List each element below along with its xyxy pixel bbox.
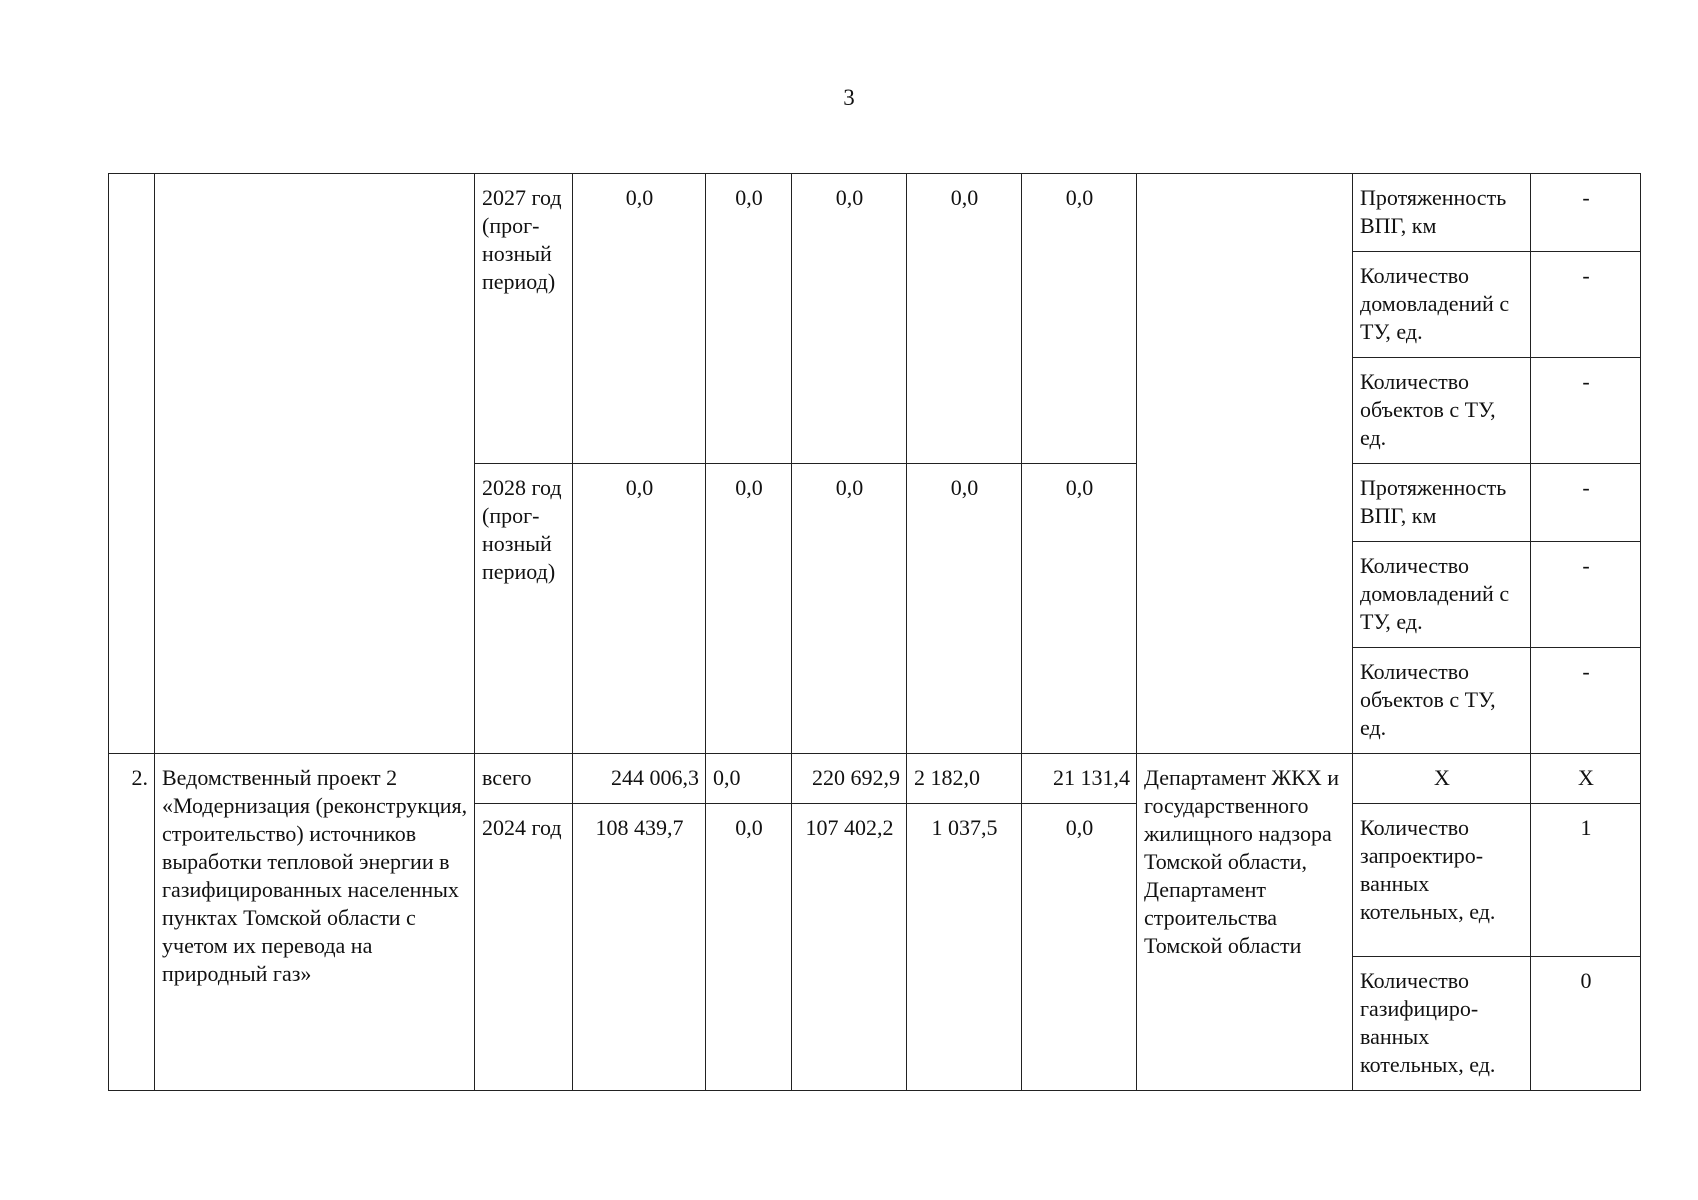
value-federal: 0,0	[706, 464, 792, 754]
empty-executor-cell	[1137, 174, 1353, 754]
value-federal: 0,0	[706, 174, 792, 464]
value-municipal: 1 037,5	[907, 804, 1022, 1091]
value-federal: 0,0	[706, 804, 792, 1091]
indicator-value: Х	[1531, 754, 1641, 804]
value-total: 108 439,7	[573, 804, 706, 1091]
indicator-name: Количество объектов с ТУ, ед.	[1353, 358, 1531, 464]
page-number: 3	[843, 85, 855, 110]
empty-name-cell	[155, 174, 475, 754]
indicator-name: Количество объектов с ТУ, ед.	[1353, 648, 1531, 754]
value-extrabudget: 0,0	[1022, 804, 1137, 1091]
value-municipal: 0,0	[907, 174, 1022, 464]
value-extrabudget: 21 131,4	[1022, 754, 1137, 804]
table-row	[109, 754, 1641, 804]
indicator-name: Протяженность ВПГ, км	[1353, 464, 1531, 542]
project-number: 2.	[109, 754, 155, 1091]
indicator-value: 1	[1531, 804, 1641, 957]
indicator-value: -	[1531, 174, 1641, 252]
indicator-value: -	[1531, 464, 1641, 542]
value-regional: 107 402,2	[792, 804, 907, 1091]
value-total: 244 006,3	[573, 754, 706, 804]
indicator-value: 0	[1531, 957, 1641, 1091]
indicator-name: Х	[1353, 754, 1531, 804]
program-table	[108, 173, 1641, 1091]
indicator-name: Количество домовладений с ТУ, ед.	[1353, 252, 1531, 358]
table-row	[109, 174, 1641, 252]
indicator-name: Количество газифициро-ванных котельных, ед.	[1353, 957, 1531, 1091]
value-regional: 0,0	[792, 464, 907, 754]
indicator-name: Протяженность ВПГ, км	[1353, 174, 1531, 252]
indicator-name: Количество запроектиро-ванных котельных, ед.	[1353, 804, 1531, 957]
indicator-value: -	[1531, 358, 1641, 464]
value-regional: 0,0	[792, 174, 907, 464]
period-label: всего	[475, 754, 573, 804]
project-name: Ведомственный проект 2 «Модернизация (реконструкция, строительство) источников выработки тепловой энергии в газифицированных населенных пунктах Томской области с учетом их перевода на природный газ»	[155, 754, 475, 1091]
value-extrabudget: 0,0	[1022, 464, 1137, 754]
value-municipal: 0,0	[907, 464, 1022, 754]
indicator-value: -	[1531, 542, 1641, 648]
project-executor: Департамент ЖКХ и государственного жилищного надзора Томской области, Департамент строительства Томской области	[1137, 754, 1353, 1091]
value-total: 0,0	[573, 174, 706, 464]
indicator-value: -	[1531, 648, 1641, 754]
year-label: 2027 год (прог-нозный период)	[475, 174, 573, 464]
value-regional: 220 692,9	[792, 754, 907, 804]
year-label: 2028 год (прог-нозный период)	[475, 464, 573, 754]
indicator-name: Количество домовладений с ТУ, ед.	[1353, 542, 1531, 648]
indicator-value: -	[1531, 252, 1641, 358]
value-municipal: 2 182,0	[907, 754, 1022, 804]
empty-number-cell	[109, 174, 155, 754]
value-federal: 0,0	[706, 754, 792, 804]
value-extrabudget: 0,0	[1022, 174, 1137, 464]
value-total: 0,0	[573, 464, 706, 754]
year-label: 2024 год	[475, 804, 573, 1091]
